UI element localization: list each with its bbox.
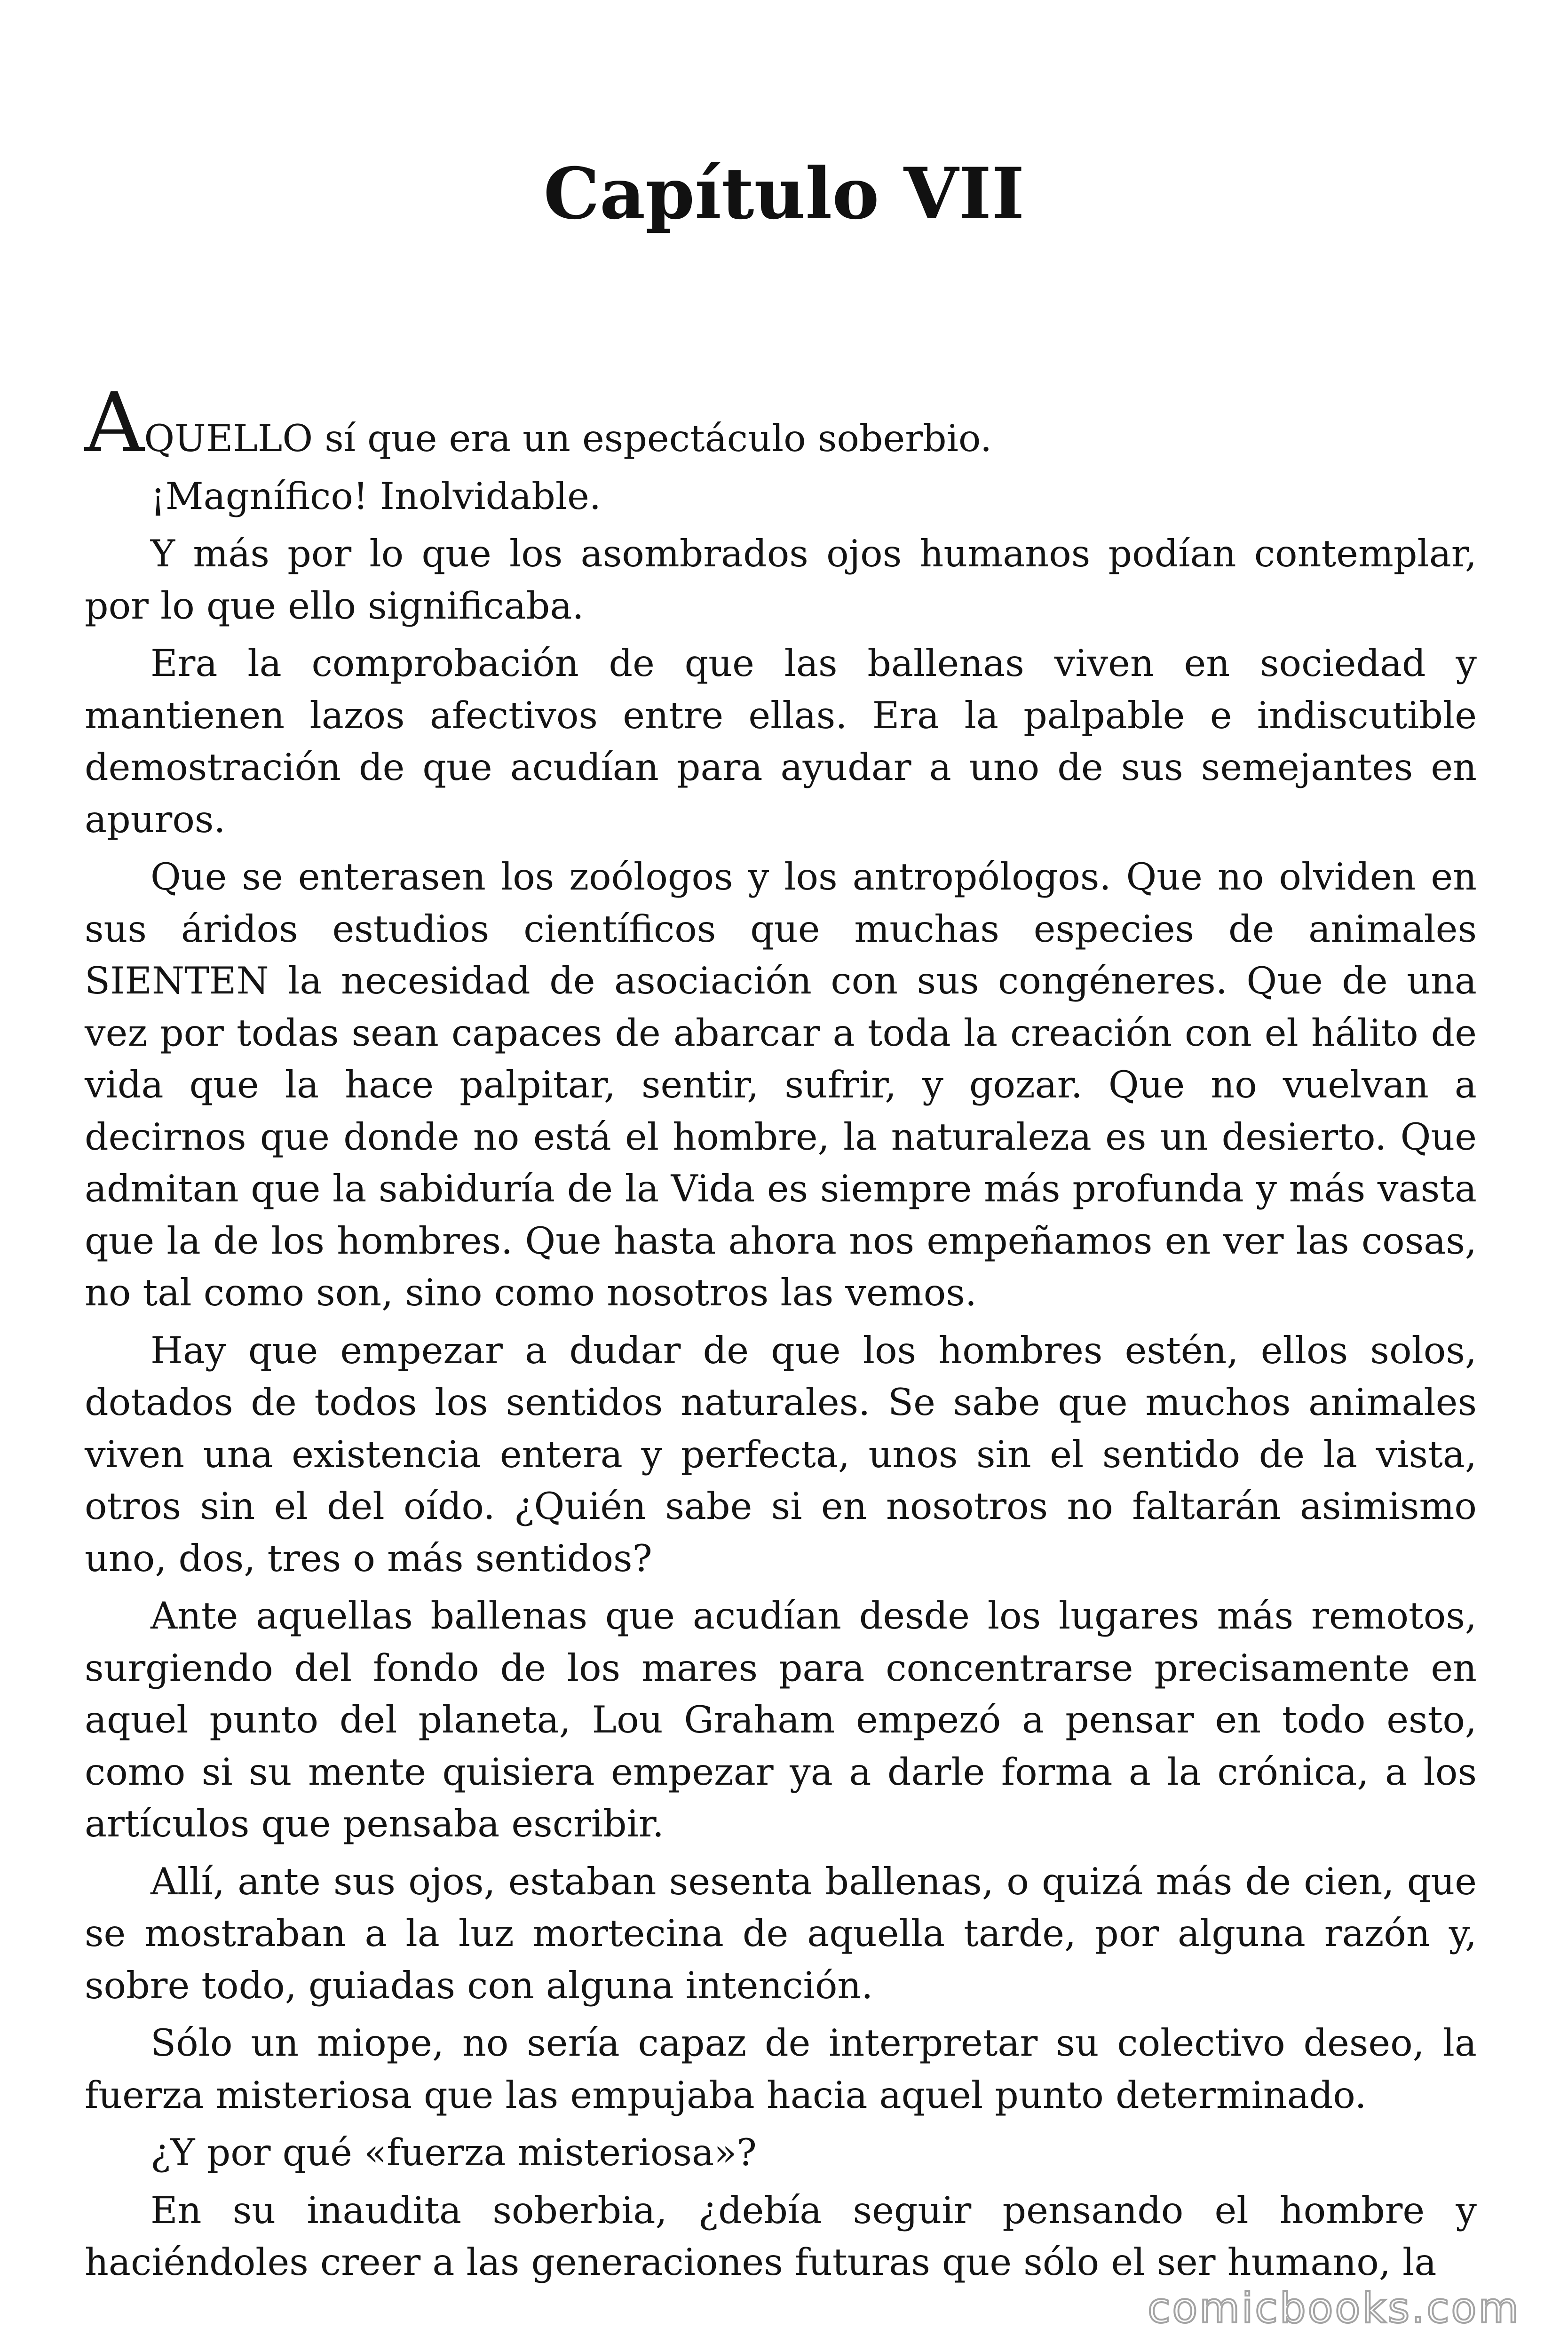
paragraph-7: Ante aquellas ballenas que acudían desde los lugares más remotos, surgiendo del fondo de los mares para concentrarse precisamente en aquel punto del planeta, Lou Graham empezó a pensar en todo esto, como si su mente quisiera empezar ya a darle forma a la crónica, a los artículos que pensaba escribir.: [85, 1594, 1477, 1845]
paragraph-8: Allí, ante sus ojos, estaban sesenta ballenas, o quizá más de cien, que se mostraban a la luz mortecina de aquella tarde, por alguna razón y, sobre todo, guiadas con alguna intención.: [85, 1859, 1477, 2007]
paragraph-9: Sólo un miope, no sería capaz de interpretar su colectivo deseo, la fuerza misteriosa que las empujaba hacia aquel punto determinado.: [85, 2021, 1477, 2117]
paragraph-3: Y más por lo que los asombrados ojos humanos podían contemplar, por lo que ello significaba.: [85, 532, 1477, 628]
paragraph-4: Era la comprobación de que las ballenas viven en sociedad y mantienen lazos afectivos entre ellas. Era la palpable e indiscutible demostración de que acudían para ayudar a uno de sus semejantes en apuros.: [85, 642, 1477, 841]
chapter-body: [85, 375, 1477, 2294]
paragraph-5: Que se enterasen los zoólogos y los antropólogos. Que no olviden en sus áridos estudios científicos que muchas especies de animales SIENTEN la necesidad de asociación con sus congéneres. Que de una vez por todas sean capaces de abarcar a toda la creación con el hálito de vida que la hace palpitar, sentir, sufrir, y gozar. Que no vuelvan a decirnos que donde no está el hombre, la naturaleza es un desierto. Que admitan que la sabiduría de la Vida es siempre más profunda y más vasta que la de los hombres. Que hasta ahora nos empeñamos en ver las cosas, no tal como son, sino como nosotros las vemos.: [85, 855, 1477, 1314]
watermark-logo: comicbooks.com: [1148, 2284, 1521, 2332]
paragraph-1: [85, 375, 1477, 471]
paragraph-11: En su inaudita soberbia, ¿debía seguir pensando el hombre y haciéndoles creer a las generaciones futuras que sólo el ser humano, la: [85, 2188, 1477, 2284]
drop-cap: A: [85, 375, 144, 471]
paragraph-2: ¡Magnífico! Inolvidable.: [150, 474, 601, 518]
paragraph-10: ¿Y por qué «fuerza misteriosa»?: [150, 2131, 757, 2174]
paragraph-text: QUELLO sí que era un espectáculo soberbio.: [144, 417, 992, 460]
paragraph-6: Hay que empezar a dudar de que los hombres estén, ellos solos, dotados de todos los sentidos naturales. Se sabe que muchos animales viven una existencia entera y perfecta, unos sin el sentido de la vista, otros sin el del oído. ¿Quién sabe si en nosotros no faltarán asimismo uno, dos, tres o más sentidos?: [85, 1328, 1477, 1580]
chapter-title: Capítulo VII: [543, 152, 1025, 235]
